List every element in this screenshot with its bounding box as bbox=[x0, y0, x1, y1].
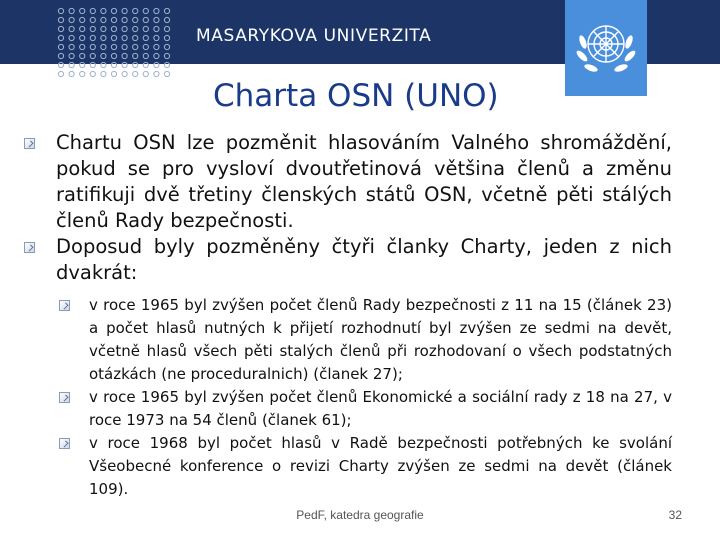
logo-dot bbox=[69, 8, 74, 13]
logo-dot bbox=[122, 71, 127, 76]
sub-bullet-item bbox=[59, 294, 672, 386]
logo-dot bbox=[90, 26, 95, 31]
logo-dot bbox=[90, 71, 95, 76]
logo-dot bbox=[101, 62, 106, 67]
sub-bullet-text: v roce 1968 byl počet hlasů v Radě bezpečnosti potřebných ke svolání Všeobecné konference o revizi Charty zvýšen ze sedmi na devět (článek 109). bbox=[89, 434, 672, 498]
logo-dot bbox=[122, 62, 127, 67]
logo-dot bbox=[154, 17, 159, 22]
logo-dot bbox=[164, 26, 169, 31]
logo-dot bbox=[58, 44, 63, 49]
sub-bullet-icon bbox=[59, 438, 70, 449]
logo-dot bbox=[69, 53, 74, 58]
logo-dot bbox=[90, 44, 95, 49]
logo-dot bbox=[101, 53, 106, 58]
logo-dot bbox=[101, 26, 106, 31]
logo-dot bbox=[154, 8, 159, 13]
logo-dot bbox=[133, 8, 138, 13]
logo-dot bbox=[111, 71, 116, 76]
logo-dot bbox=[154, 53, 159, 58]
sub-bullet-item bbox=[59, 432, 672, 501]
logo-dot bbox=[90, 17, 95, 22]
logo-dot bbox=[111, 35, 116, 40]
sub-bullet-icon bbox=[59, 392, 70, 403]
logo-dot bbox=[122, 26, 127, 31]
logo-dot bbox=[122, 17, 127, 22]
logo-dot bbox=[133, 26, 138, 31]
logo-dot bbox=[143, 62, 148, 67]
logo-dot bbox=[80, 17, 85, 22]
logo-dot bbox=[101, 44, 106, 49]
logo-dot bbox=[154, 35, 159, 40]
logo-dot bbox=[133, 17, 138, 22]
logo-dot bbox=[69, 26, 74, 31]
logo-dot bbox=[111, 53, 116, 58]
logo-dot bbox=[143, 71, 148, 76]
logo-dot bbox=[58, 62, 63, 67]
logo-dot bbox=[58, 17, 63, 22]
logo-dot bbox=[69, 35, 74, 40]
logo-dot bbox=[69, 62, 74, 67]
logo-dot bbox=[80, 53, 85, 58]
logo-dot bbox=[164, 53, 169, 58]
sub-bullet-text: v roce 1965 byl zvýšen počet členů Ekonomické a sociální rady z 18 na 27, v roce 1973 na 54 členů (članek 61); bbox=[89, 388, 672, 429]
logo-dot bbox=[58, 53, 63, 58]
logo-dot bbox=[101, 8, 106, 13]
logo-dot bbox=[58, 71, 63, 76]
logo-dot bbox=[101, 71, 106, 76]
bullet-icon bbox=[24, 138, 35, 149]
bullet-text: Doposud byly pozměněny čtyři članky Charty, jeden z nich dvakrát: bbox=[56, 235, 672, 284]
logo-dot bbox=[133, 62, 138, 67]
bullet-icon bbox=[24, 242, 35, 253]
footer-text: PedF, katedra geografie bbox=[296, 508, 424, 522]
bullet-item bbox=[24, 234, 672, 286]
logo-dot bbox=[122, 44, 127, 49]
logo-dot bbox=[164, 17, 169, 22]
logo-dot bbox=[122, 8, 127, 13]
logo-dot bbox=[133, 35, 138, 40]
logo-dot bbox=[154, 62, 159, 67]
logo-dot bbox=[154, 71, 159, 76]
logo-dot bbox=[111, 44, 116, 49]
logo-dot bbox=[69, 44, 74, 49]
sub-bullet-item bbox=[59, 386, 672, 432]
logo-dot bbox=[143, 17, 148, 22]
logo-dot bbox=[80, 8, 85, 13]
logo-dot bbox=[58, 8, 63, 13]
slide-title: Charta OSN (UNO) bbox=[213, 78, 499, 114]
logo-dot bbox=[90, 53, 95, 58]
logo-dot bbox=[90, 8, 95, 13]
logo-dot bbox=[111, 62, 116, 67]
slide-content bbox=[24, 130, 672, 501]
logo-dot bbox=[122, 35, 127, 40]
logo-dot bbox=[164, 44, 169, 49]
logo-dot bbox=[143, 8, 148, 13]
logo-dot bbox=[143, 35, 148, 40]
logo-dot bbox=[133, 71, 138, 76]
logo-dot bbox=[143, 26, 148, 31]
sub-bullet-icon bbox=[59, 300, 70, 311]
logo-dot bbox=[58, 26, 63, 31]
sub-bullet-list bbox=[24, 294, 672, 501]
logo-dot bbox=[154, 26, 159, 31]
logo-dot bbox=[143, 53, 148, 58]
logo-dot bbox=[164, 35, 169, 40]
logo-dot bbox=[154, 44, 159, 49]
logo-dot bbox=[69, 71, 74, 76]
logo-dot bbox=[101, 35, 106, 40]
logo-dot bbox=[111, 8, 116, 13]
bullet-item bbox=[24, 130, 672, 234]
bullet-text: Chartu OSN lze pozměnit hlasováním Valného shromáždění, pokud se pro vysloví dvoutřetinová většina členů a změnu ratifikuji dvě třetiny členských států OSN, včetně pěti stálých členů Rady bezpečnosti. bbox=[56, 131, 672, 232]
university-name: MASARYKOVA UNIVERZITA bbox=[196, 26, 432, 46]
logo-dot bbox=[90, 62, 95, 67]
logo-dot bbox=[80, 71, 85, 76]
logo-dot bbox=[101, 17, 106, 22]
logo-dot bbox=[111, 26, 116, 31]
logo-dot bbox=[58, 35, 63, 40]
logo-dot bbox=[164, 71, 169, 76]
page-number: 32 bbox=[668, 508, 682, 522]
logo-dot bbox=[111, 17, 116, 22]
logo-dot bbox=[80, 62, 85, 67]
logo-dot bbox=[133, 53, 138, 58]
university-dot-pattern bbox=[56, 6, 174, 78]
logo-dot bbox=[90, 35, 95, 40]
logo-dot bbox=[164, 8, 169, 13]
logo-dot bbox=[143, 44, 148, 49]
logo-dot bbox=[122, 53, 127, 58]
logo-box bbox=[565, 0, 647, 96]
logo-dot bbox=[133, 44, 138, 49]
logo-dot bbox=[80, 35, 85, 40]
logo-dot bbox=[80, 26, 85, 31]
un-emblem-icon bbox=[573, 16, 639, 80]
sub-bullet-text: v roce 1965 byl zvýšen počet členů Rady bezpečnosti z 11 na 15 (článek 23) a počet hlasů nutných k přijetí rozhodnutí byl zvýšen ze sedmi na devět, včetně hlasů všech pěti stalých členů při rozhodovaní o všech podstatných otázkách (ne proceduralnich) (članek 27); bbox=[89, 296, 672, 383]
logo-dot bbox=[80, 44, 85, 49]
logo-dot bbox=[164, 62, 169, 67]
logo-dot bbox=[69, 17, 74, 22]
